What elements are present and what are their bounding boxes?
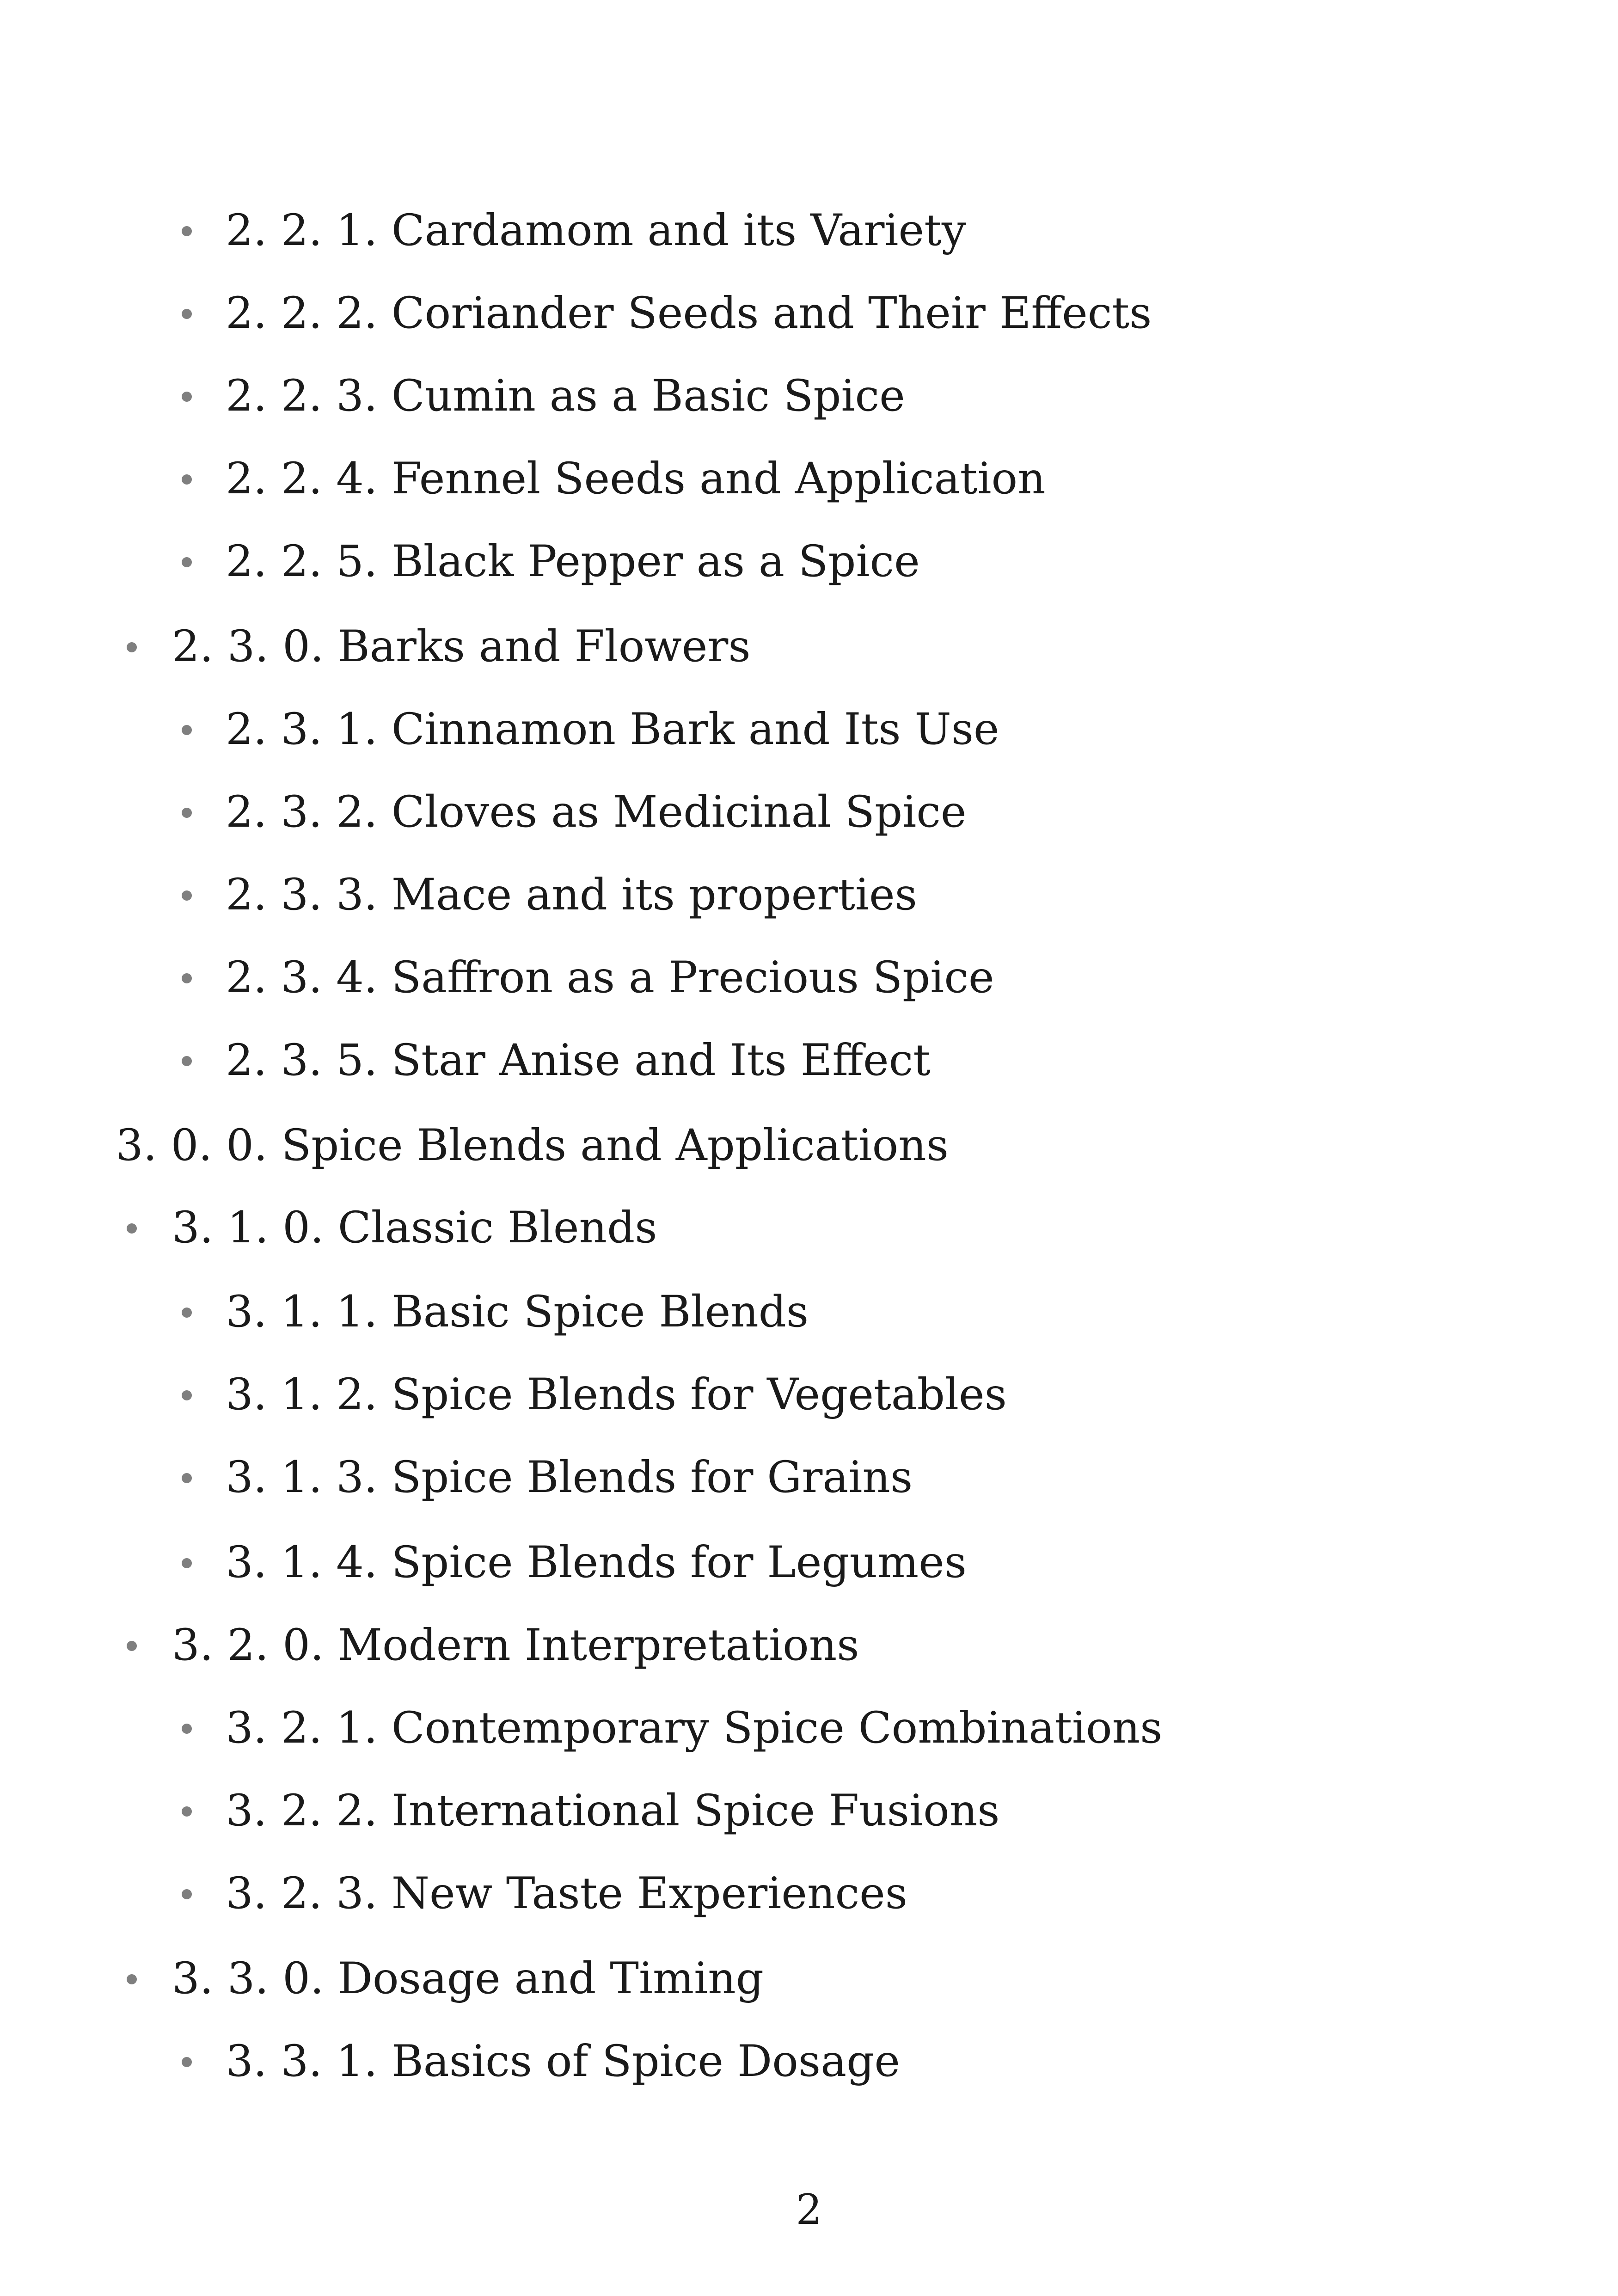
bullet-icon xyxy=(182,392,192,402)
bullet-icon xyxy=(182,1473,192,1483)
bullet-icon xyxy=(127,1223,137,1234)
page-number: 2 xyxy=(796,2185,822,2234)
bullet-icon xyxy=(182,1056,192,1066)
toc-entry: 3. 3. 1. Basics of Spice Dosage xyxy=(226,2036,900,2087)
bullet-icon xyxy=(182,808,192,818)
toc-entry: 3. 1. 4. Spice Blends for Legumes xyxy=(226,1537,967,1588)
toc-entry: 3. 2. 0. Modern Interpretations xyxy=(172,1620,859,1670)
bullet-icon xyxy=(127,642,137,652)
bullet-icon xyxy=(182,725,192,735)
toc-entry: 2. 2. 1. Cardamom and its Variety xyxy=(226,205,966,256)
bullet-icon xyxy=(182,226,192,236)
toc-entry: 3. 1. 1. Basic Spice Blends xyxy=(226,1287,809,1337)
toc-entry: 2. 3. 1. Cinnamon Bark and Its Use xyxy=(226,704,999,755)
bullet-icon xyxy=(127,1974,137,1984)
toc-entry: 2. 3. 4. Saffron as a Precious Spice xyxy=(226,952,994,1003)
toc-entry: 2. 2. 4. Fennel Seeds and Application xyxy=(226,454,1046,504)
toc-entry: 2. 2. 5. Black Pepper as a Spice xyxy=(226,536,920,587)
toc-entry: 3. 1. 3. Spice Blends for Grains xyxy=(226,1452,913,1503)
toc-entry: 2. 3. 2. Cloves as Medicinal Spice xyxy=(226,787,967,837)
bullet-icon xyxy=(182,973,192,983)
toc-entry: 2. 2. 3. Cumin as a Basic Spice xyxy=(226,371,905,421)
bullet-icon xyxy=(127,1641,137,1651)
toc-entry: 2. 3. 5. Star Anise and Its Effect xyxy=(226,1035,931,1086)
bullet-icon xyxy=(182,1889,192,1899)
bullet-icon xyxy=(182,309,192,319)
toc-entry: 2. 2. 2. Coriander Seeds and Their Effects xyxy=(226,288,1152,338)
toc-entry: 2. 3. 0. Barks and Flowers xyxy=(172,621,751,672)
bullet-icon xyxy=(182,1308,192,1318)
bullet-icon xyxy=(182,2057,192,2067)
bullet-icon xyxy=(182,1724,192,1734)
toc-entry: 3. 1. 2. Spice Blends for Vegetables xyxy=(226,1369,1007,1420)
toc-entry: 3. 2. 3. New Taste Experiences xyxy=(226,1868,907,1919)
bullet-icon xyxy=(182,557,192,567)
toc-entry: 3. 3. 0. Dosage and Timing xyxy=(172,1953,764,2004)
bullet-icon xyxy=(182,1390,192,1400)
bullet-icon xyxy=(182,890,192,901)
bullet-icon xyxy=(182,1806,192,1817)
bullet-icon xyxy=(182,1558,192,1568)
toc-entry: 3. 2. 1. Contemporary Spice Combinations xyxy=(226,1703,1163,1753)
toc-chapter-entry: 3. 0. 0. Spice Blends and Applications xyxy=(116,1120,949,1171)
toc-entry: 3. 1. 0. Classic Blends xyxy=(172,1203,657,1253)
toc-entry: 2. 3. 3. Mace and its properties xyxy=(226,870,917,920)
toc-entry: 3. 2. 2. International Spice Fusions xyxy=(226,1786,1000,1836)
bullet-icon xyxy=(182,474,192,485)
